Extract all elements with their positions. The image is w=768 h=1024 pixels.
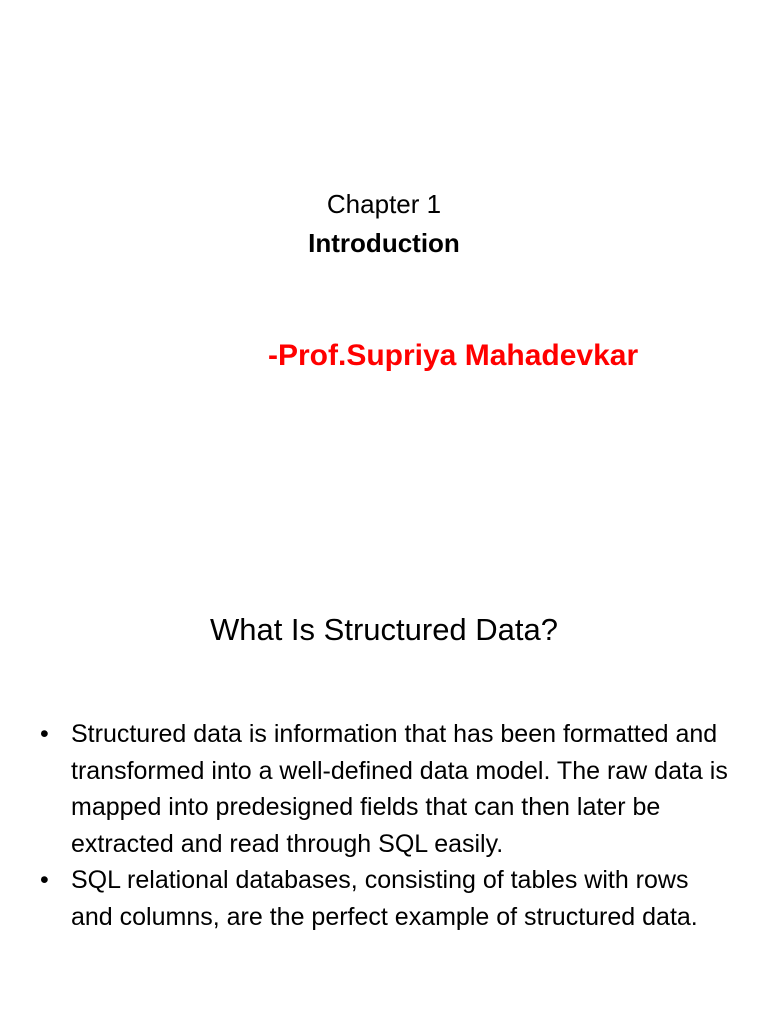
author-name: -Prof.Supriya Mahadevkar [268,339,639,372]
bullet-text: Structured data is information that has been formatted and transformed into a well-defined data model. The raw data is mapped into predesigned fields that can then later be extracted and read through SQL easily. [71,720,728,858]
slide-title: What Is Structured Data? [209,612,559,647]
bullet-marker: • [40,866,49,894]
chapter-label: Chapter 1 [326,189,442,219]
bullet-marker: • [40,720,49,748]
bullet-item [40,716,730,862]
chapter-title: Introduction [308,228,460,258]
bullet-item [40,862,730,935]
bullet-text: SQL relational databases, consisting of tables with rows and columns, are the perfect example of structured data. [71,866,698,931]
slide-structured-data [0,576,768,1024]
bullet-list [40,716,730,935]
